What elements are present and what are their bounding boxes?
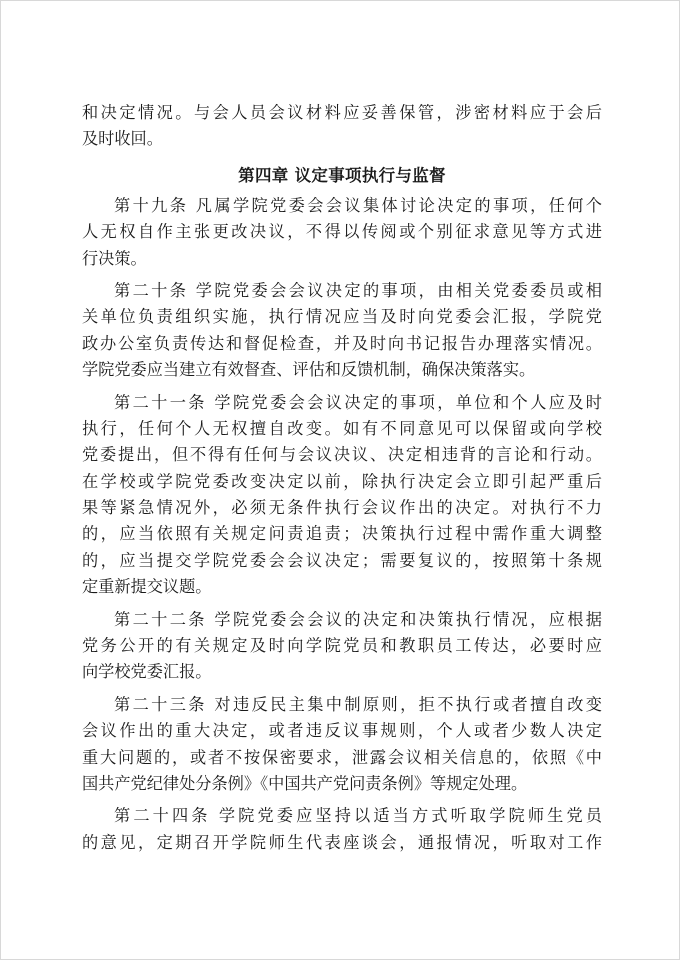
text-line: 党委提出，但不得有任何与会议决议、决定相违背的言论和行动。	[82, 445, 602, 465]
text-line: 第二十三条 对违反民主集中制原则，拒不执行或者擅自改变	[114, 694, 602, 714]
document-body	[82, 100, 602, 856]
article-23	[82, 692, 602, 798]
text-line: 果等紧急情况外，必须无条件执行会议作出的决定。对执行不力	[82, 498, 602, 518]
text-line: 和决定情况。与会人员会议材料应妥善保管，涉密材料应于会后	[82, 103, 602, 122]
text-line: 学院党委应当建立有效督查、评估和反馈机制，确保决策落实。	[82, 360, 536, 380]
article-24	[82, 803, 602, 856]
text-line: 向学校党委汇报。	[82, 662, 212, 682]
text-line: 在学校或学院党委改变决定以前，除执行决定会立即引起严重后	[82, 471, 602, 491]
text-line: 行决策。	[82, 248, 147, 268]
article-21	[82, 390, 602, 601]
text-line: 第二十四条 学院党委应坚持以适当方式听取学院师生党员	[114, 806, 602, 826]
text-line: 第二十二条 学院党委会会议的决定和决策执行情况，应根据	[114, 609, 602, 629]
text-line: 人无权自作主张更改决议，不得以传阅或个别征求意见等方式进	[82, 222, 602, 242]
text-line: 的，应当提交学院党委会会议决定；需要复议的，按照第十条规	[82, 550, 602, 570]
text-line: 第二十条 学院党委会会议决定的事项，由相关党委委员或相	[114, 280, 602, 300]
text-line: 第十九条 凡属学院党委会会议集体讨论决定的事项，任何个	[114, 195, 602, 215]
text-line: 会议作出的重大决定，或者违反议事规则，个人或者少数人决定	[82, 721, 602, 741]
text-line: 定重新提交议题。	[82, 577, 212, 597]
article-19	[82, 193, 602, 272]
text-line: 关单位负责组织实施，执行情况应当及时向党委会汇报，学院党	[82, 307, 602, 327]
article-22	[82, 607, 602, 686]
text-line: 党务公开的有关规定及时向学院党员和教职员工传达，必要时应	[82, 636, 602, 656]
text-line: 政办公室负责传达和督促检查，并及时向书记报告办理落实情况。	[82, 333, 602, 353]
text-line: 重大问题的，或者不按保密要求，泄露会议相关信息的，依照《中	[82, 747, 602, 767]
carryover-paragraph	[82, 100, 602, 153]
text-line: 执行，任何个人无权擅自改变。如有不同意见可以保留或向学校	[82, 418, 602, 438]
text-line: 的意见，定期召开学院师生代表座谈会，通报情况，听取对工作	[82, 832, 602, 852]
text-line: 及时收回。	[82, 129, 163, 149]
chapter-heading: 第四章 议定事项执行与监督	[238, 165, 446, 185]
text-line: 国共产党纪律处分条例》《中国共产党问责条例》等规定处理。	[82, 773, 528, 793]
text-line: 第二十一条 学院党委会会议决定的事项，单位和个人应及时	[114, 392, 602, 412]
text-line: 的，应当依照有关规定问责追责；决策执行过程中需作重大调整	[82, 524, 602, 544]
article-20	[82, 278, 602, 384]
